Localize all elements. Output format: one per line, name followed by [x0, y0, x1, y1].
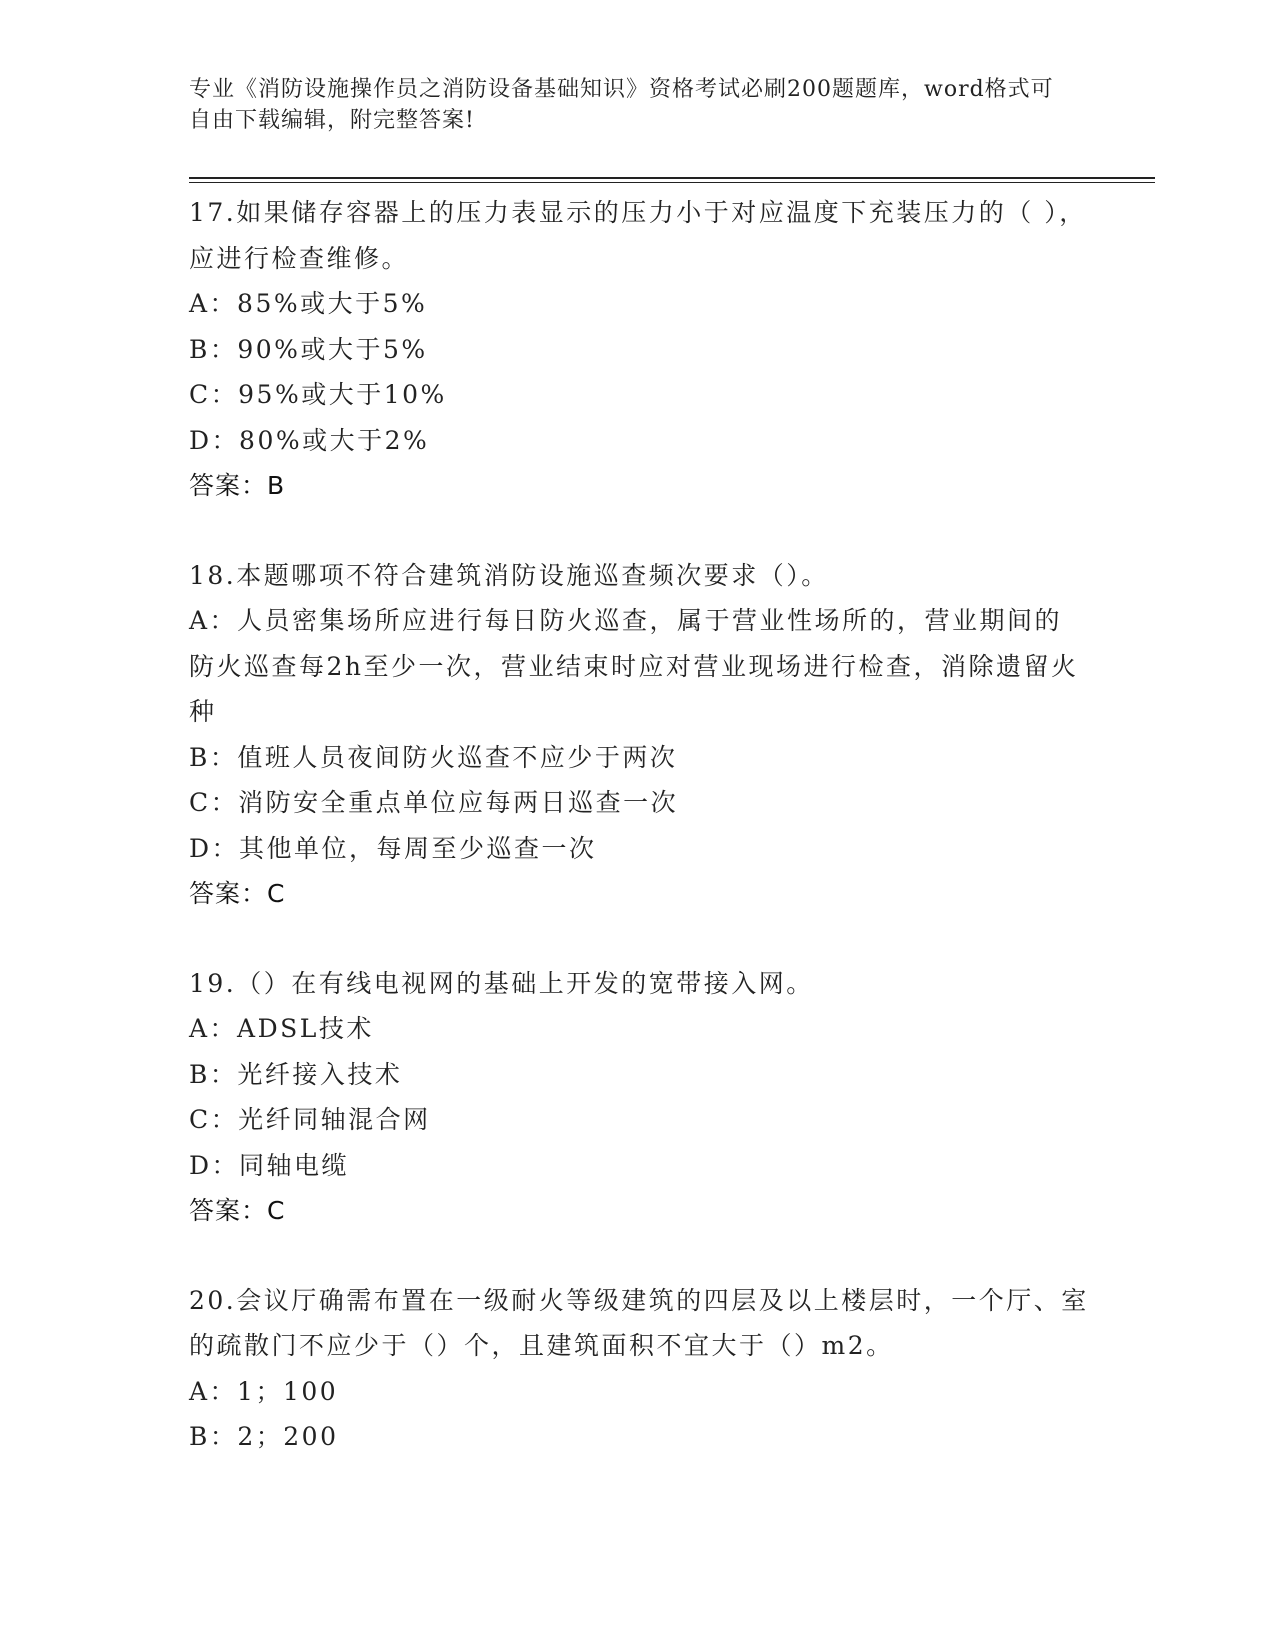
option-a: A：人员密集场所应进行每日防火巡查，属于营业性场所的，营业期间的防火巡查每2h至少一次，营业结束时应对营业现场进行检查，消除遗留火种	[189, 606, 1079, 726]
document-header: 专业《消防设施操作员之消防设备基础知识》资格考试必刷200题题库，word格式可自由下载编辑，附完整答案!	[189, 77, 1054, 133]
option-c: C：光纤同轴混合网	[189, 1105, 431, 1134]
header-divider-thick	[189, 177, 1155, 179]
question-19	[189, 961, 1089, 1234]
option-b: B：2；200	[189, 1422, 339, 1451]
option-b: B：值班人员夜间防火巡查不应少于两次	[189, 742, 678, 772]
option-d: D：其他单位，每周至少巡查一次	[189, 833, 597, 863]
header-divider-thin	[189, 182, 1155, 183]
option-d: D：同轴电缆	[189, 1150, 350, 1180]
question-stem: 17.如果储存容器上的压力表显示的压力小于对应温度下充装压力的（ ），应进行检查维修。	[189, 198, 1087, 273]
option-c: C：95%或大于10%	[189, 380, 447, 409]
question-20	[189, 1278, 1089, 1460]
option-d: D：80%或大于2%	[189, 425, 430, 455]
option-a: A：1；100	[189, 1376, 339, 1406]
question-18	[189, 553, 1089, 917]
question-stem: 19.（）在有线电视网的基础上开发的宽带接入网。	[189, 968, 814, 998]
answer-line: 答案：C	[189, 879, 286, 908]
answer-line: 答案：B	[189, 471, 286, 500]
option-b: B：90%或大于5%	[189, 334, 428, 364]
question-stem: 20.会议厅确需布置在一级耐火等级建筑的四层及以上楼层时，一个厅、室的疏散门不应少于（）个，且建筑面积不宜大于（）m2。	[189, 1285, 1089, 1360]
question-17	[189, 190, 1089, 509]
question-stem: 18.本题哪项不符合建筑消防设施巡查频次要求（）。	[189, 560, 829, 590]
option-b: B：光纤接入技术	[189, 1059, 403, 1089]
option-c: C：消防安全重点单位应每两日巡查一次	[189, 788, 679, 817]
option-a: A：ADSL技术	[189, 1014, 374, 1043]
question-list	[189, 190, 1089, 1504]
option-a: A：85%或大于5%	[189, 289, 428, 318]
answer-line: 答案：C	[189, 1196, 286, 1225]
